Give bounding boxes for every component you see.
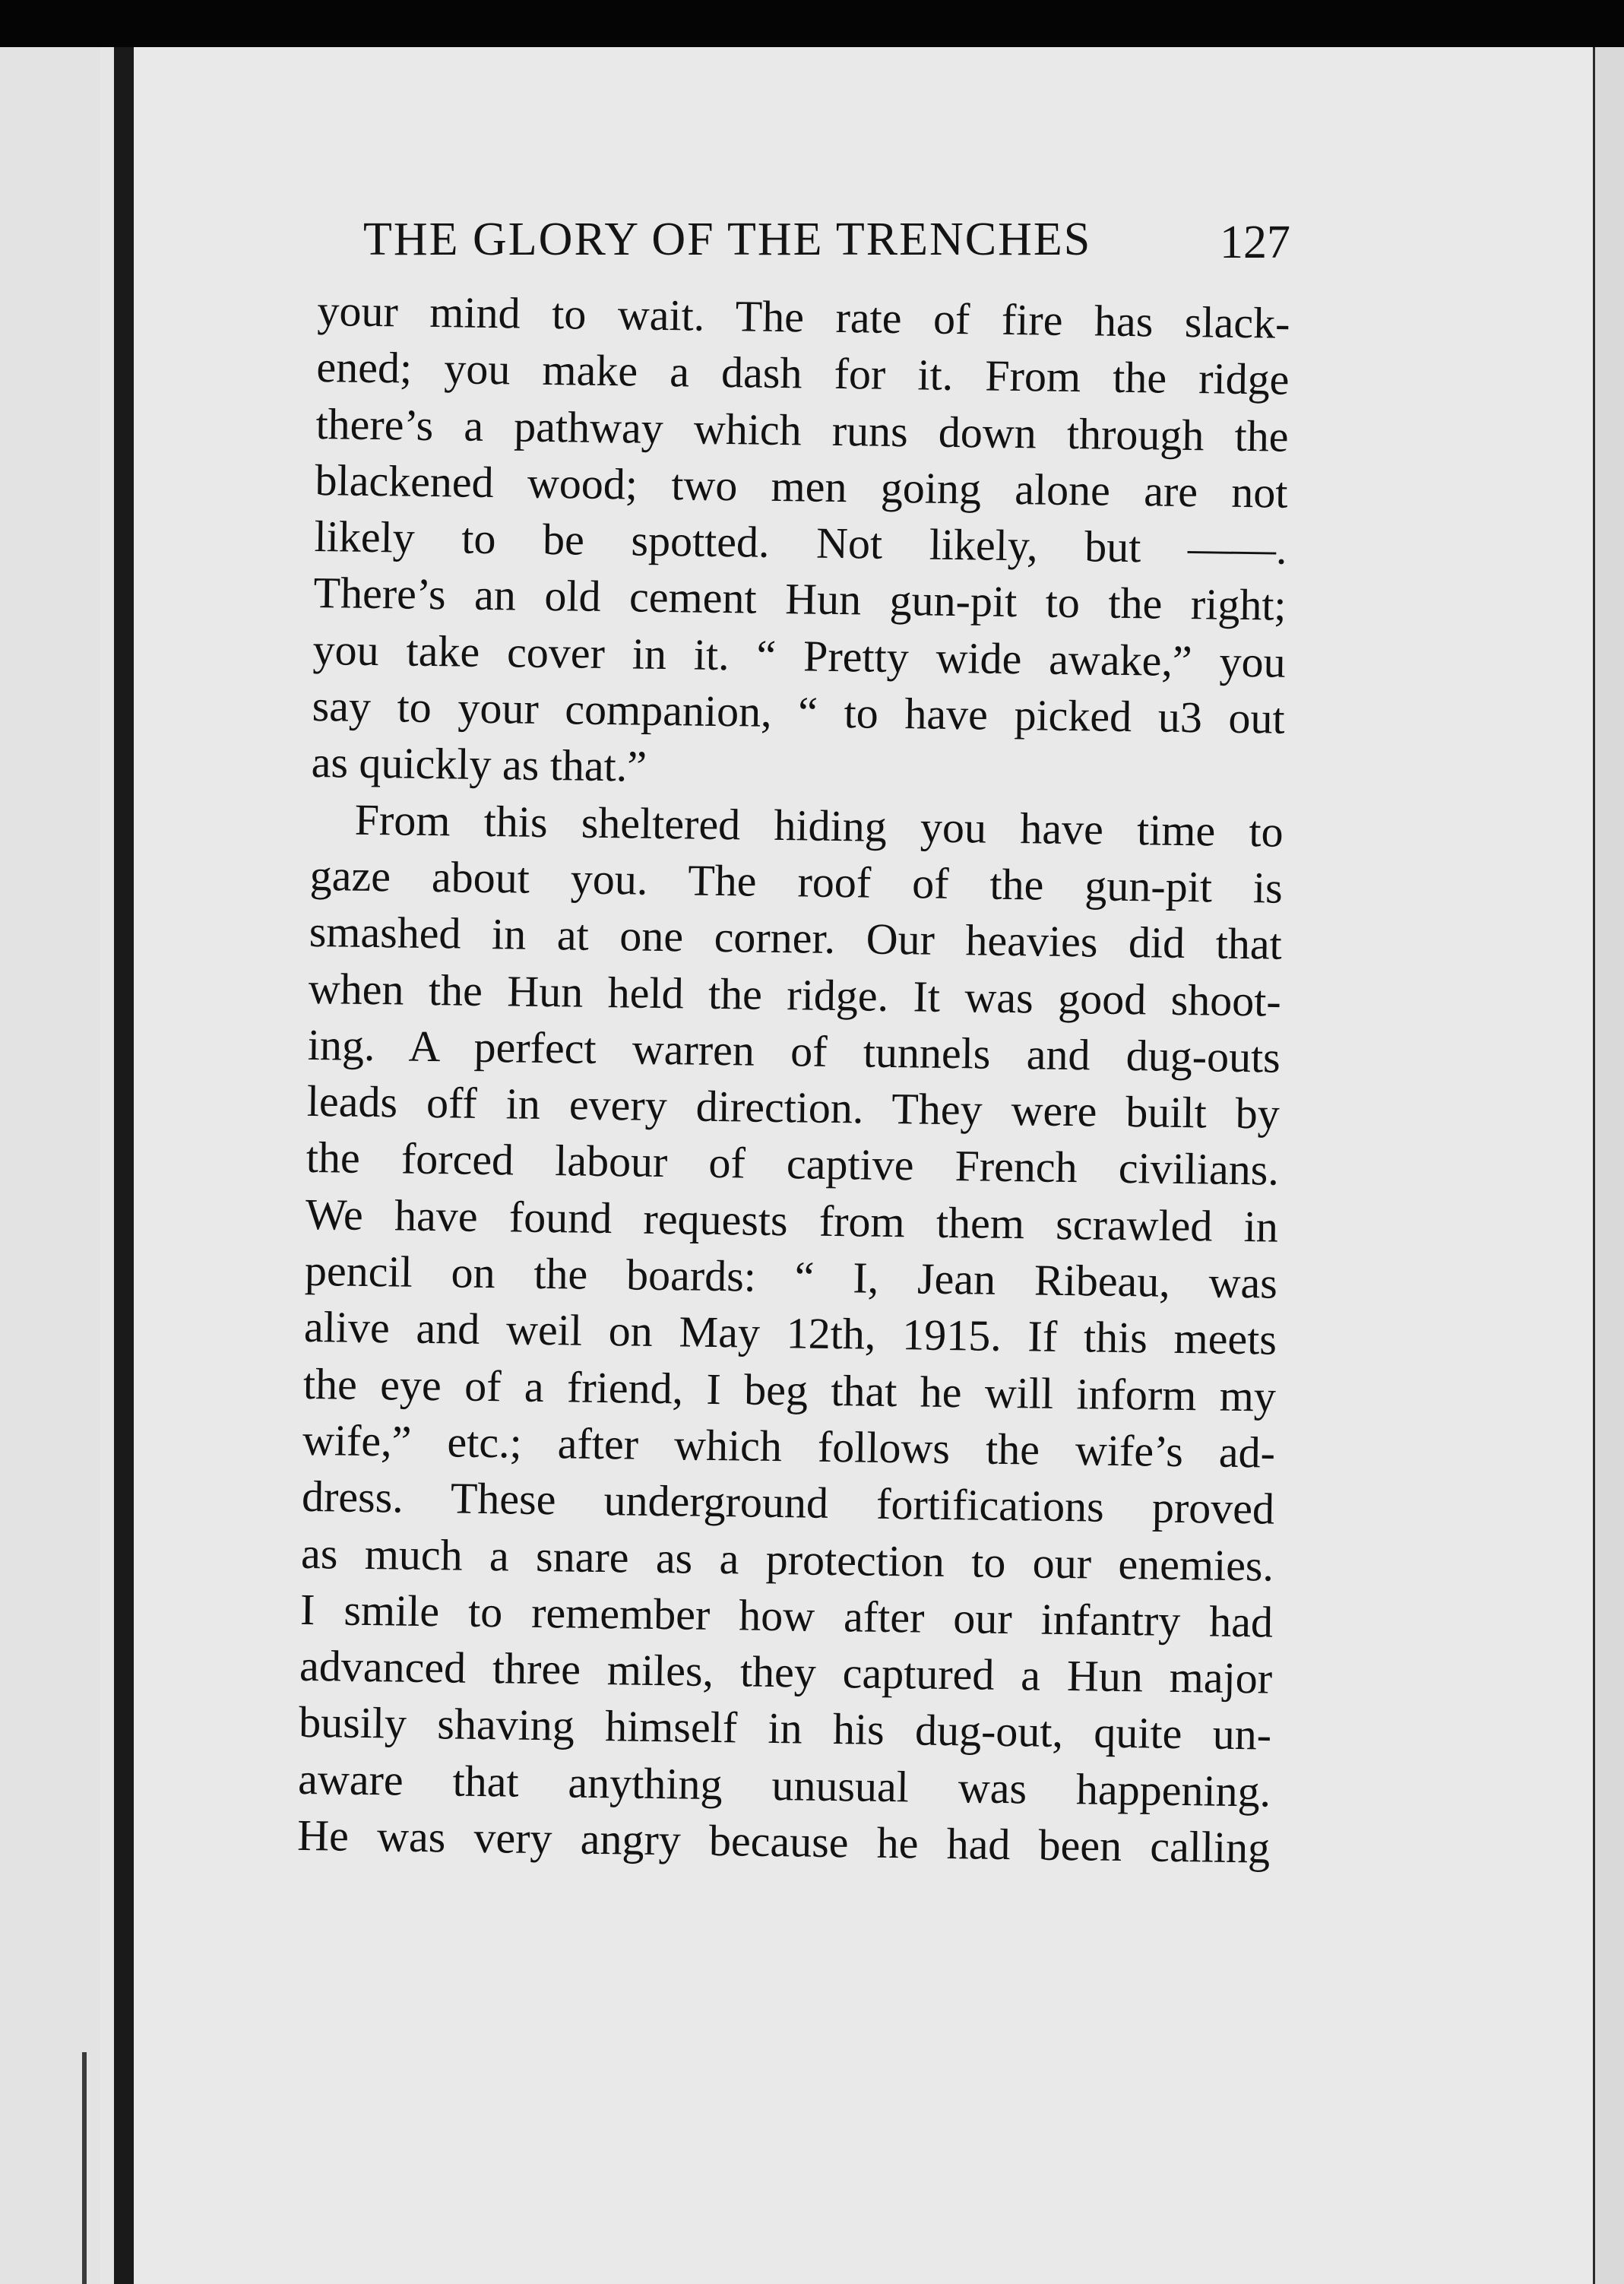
book-spine-shadow: [114, 47, 134, 2284]
running-head: [363, 213, 1290, 281]
running-head-title: THE GLORY OF THE TRENCHES: [363, 214, 1092, 265]
text-line: say to your companion, “ to have picked u3 out: [312, 681, 1286, 743]
text-line: From this sheltered hiding you have time to: [354, 794, 1284, 857]
text-line: you take cover in it. “ Pretty wide awake,” you: [312, 624, 1287, 687]
text-line: There’s an old cement Hun gun-pit to the right;: [313, 568, 1287, 631]
text-line: He was very angry because he had been calling: [296, 1810, 1271, 1873]
body-text: [297, 283, 1290, 1877]
text-line: the eye of a friend, I beg that he will inform my: [302, 1358, 1277, 1421]
text-line: there’s a pathway which runs down through the: [315, 398, 1289, 461]
text-line: gaze about you. The roof of the gun-pit is: [309, 850, 1284, 913]
facing-page-edge: [0, 47, 100, 2284]
text-line: as much a snare as a protection to our enemies.: [300, 1528, 1274, 1591]
text-line: wife,” etc.; after which follows the wife’s ad-: [302, 1414, 1276, 1478]
text-line: aware that anything unusual was happening.: [297, 1753, 1271, 1817]
text-line: likely to be spotted. Not likely, but ——.: [314, 512, 1287, 574]
text-line: blackened wood; two men going alone are not: [315, 455, 1288, 518]
text-line: advanced three miles, they captured a Hun major: [299, 1640, 1273, 1703]
page-fore-edge: [1593, 47, 1624, 2284]
text-line: ing. A perfect warren of tunnels and dug-outs: [307, 1019, 1281, 1082]
text-line: busily shaving himself in his dug-out, quite un-: [298, 1697, 1272, 1760]
text-line: dress. These underground fortifications proved: [301, 1471, 1275, 1534]
text-line: smashed in at one corner. Our heavies did that: [309, 907, 1283, 969]
text-line: the forced labour of captive French civilians.: [305, 1132, 1280, 1196]
page-number: 127: [1220, 217, 1290, 268]
text-line: leads off in every direction. They were built by: [306, 1076, 1281, 1139]
text-line: We have found requests from them scrawled in: [305, 1189, 1279, 1252]
text-line: I smile to remember how after our infantry had: [299, 1584, 1274, 1647]
text-line: ened; you make a dash for it. From the ridge: [316, 342, 1290, 405]
text-line: alive and weil on May 12th, 1915. If this meets: [303, 1302, 1277, 1364]
text-line: your mind to wait. The rate of fire has slack-: [317, 285, 1290, 348]
text-line: as quickly as that.”: [311, 737, 647, 792]
spine-shadow-thin: [82, 2052, 87, 2284]
text-line: pencil on the boards: “ I, Jean Ribeau, was: [304, 1245, 1278, 1308]
text-line: when the Hun held the ridge. It was good shoot-: [308, 963, 1282, 1026]
scan-top-border: [0, 0, 1624, 47]
